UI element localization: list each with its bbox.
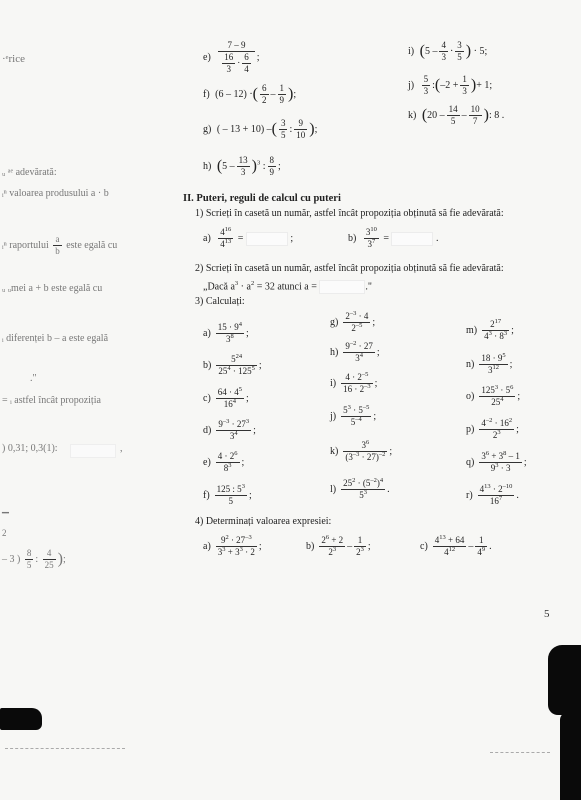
left-fragment-7: = ᵢ astfel încât propoziția <box>2 395 101 406</box>
question-2-statement: „Dacă $a^3 \cdot a^2 = 32$ atunci a = ." <box>203 279 372 293</box>
q3-i: i) $\frac{4 \cdot 2^{-5}}{16 \cdot 2^{-3}}$ ; <box>330 371 378 394</box>
left-mark-1: ▁ <box>2 503 9 513</box>
q3-n: n) $\frac{18 \cdot 9^5}{3^{12}}$ ; <box>466 352 513 375</box>
question-4: 4) Determinați valoarea expresiei: <box>195 516 332 527</box>
question-1a: a) $\frac{4^{16}}{4^{13}}$ = ; <box>203 226 294 249</box>
scan-shadow-left <box>0 708 42 730</box>
left-fragment-3a: ᵢⁿ raportului <box>2 239 49 251</box>
exercise-k: k) (20 – $\frac{14}{5}$ – $\frac{10}{7}$ ): 8 . <box>408 104 505 126</box>
question-1b: b) $\frac{3^{10}}{3^7}$ = . <box>348 226 439 249</box>
q3-c: c) $\frac{64 \cdot 4^5}{16^4}$ ; <box>203 386 249 409</box>
q3-b: b) $\frac{5^{24}}{25^4 \cdot 125^5}$ ; <box>203 353 262 376</box>
scan-shadow-right <box>548 645 581 715</box>
q3-f: f) $\frac{125 : 5^3}{5}$ ; <box>203 483 252 506</box>
fraction-a-over-b: $\frac{a}{b}$ <box>55 234 60 256</box>
left-fragment-8: ) 0,31; 0,3(1): <box>2 443 58 454</box>
scan-line-left <box>5 748 125 749</box>
q4-a: a) $\frac{9^2 \cdot 27^{-3}}{3^3 + 3^3 \cdot 2}$ ; <box>203 534 262 557</box>
exercise-j-label: j) <box>408 79 415 91</box>
exercise-h-label: h) <box>203 160 212 172</box>
q3-h: h) $\frac{9^{-2} \cdot 27}{3^4}$ ; <box>330 340 380 363</box>
exercise-e-label: e) <box>203 51 211 63</box>
q3-r: r) $\frac{4^{13} \cdot 2^{-10}}{16^7}$ . <box>466 483 519 506</box>
q2-mid: = 32 atunci a = <box>254 281 320 293</box>
left-answer-box[interactable] <box>70 444 116 458</box>
exercise-h: h) (5 – $\frac{13}{3}$ )$^3$ : $\frac{8}{9}$ ; <box>203 155 281 177</box>
q3-l: l) $\frac{25^2 \cdot (5^{-2})^4}{5^3}$ . <box>330 477 390 500</box>
q3-g: g) $\frac{2^{-3} \cdot 4}{2^{-5}}$ ; <box>330 310 376 333</box>
q3-d: d) $\frac{9^{-3} \cdot 27^3}{3^4}$ ; <box>203 418 256 441</box>
answer-box-1b[interactable] <box>391 232 433 246</box>
answer-box-1a[interactable] <box>246 232 288 246</box>
q4-c: c) $\frac{4^{13} + 64}{4^{12}}$ – $\frac{1}{4^9}$ . <box>420 534 492 557</box>
exercise-i: i) (5 – $\frac{4}{3}$ · $\frac{3}{5}$ ) · 5; <box>408 40 488 62</box>
left-fragment-10: – 3 ) $\frac{8}{5}$ : $\frac{4}{25}$ ); <box>2 548 66 570</box>
answer-box-2[interactable] <box>319 280 365 294</box>
exercise-f: f) (6 – 12) ·( $\frac{6}{2}$ – $\frac{1}{9}$ ); <box>203 83 297 105</box>
exercise-e: e) 7 – 9 $\frac{16}{3}$ · $\frac{6}{4}$ ; <box>203 40 260 74</box>
q3-e: e) $\frac{4 \cdot 2^6}{8^3}$ ; <box>203 450 245 473</box>
exercise-e-fraction: 7 – 9 $\frac{16}{3}$ · $\frac{6}{4}$ <box>218 40 255 75</box>
left-fragment-3b: este egală cu <box>66 239 118 251</box>
question-1: 1) Scrieți în casetă un număr, astfel încât propoziția obținută să fie adevărată: <box>195 208 504 219</box>
q3-o: o) $\frac{125^3 \cdot 5^6}{25^4}$ ; <box>466 384 521 407</box>
q3-a: a) $\frac{15 \cdot 9^4}{3^8}$ ; <box>203 321 249 344</box>
exercise-f-label: f) <box>203 88 210 100</box>
exercise-g: g) ( – 13 + 10) –( $\frac{3}{5}$ : $\frac{9}{10}$ ); <box>203 118 318 140</box>
left-mark-2: 2 <box>2 528 7 538</box>
q3-k: k) $\frac{3^6}{(3^{-3} \cdot 27)^{-2}}$ ; <box>330 439 393 462</box>
q3-p: p) $\frac{4^{-2} \cdot 16^2}{2^3}$ ; <box>466 417 519 440</box>
question-3: 3) Calculați: <box>195 296 245 307</box>
left-fragment-5: ᵢ diferenței b – a este egală <box>2 333 109 344</box>
q3-j: j) $\frac{5^3 \cdot 5^{-5}}{5^{-4}}$ ; <box>330 404 377 427</box>
left-fragment-4: ᵤ ᵤmei a + b este egală cu <box>2 283 103 294</box>
q2-suffix: ." <box>365 281 372 293</box>
left-fragment-9: , <box>120 443 123 454</box>
left-fragment-2: ᵢⁿ valoarea produsului a · b <box>2 188 109 199</box>
scan-line-right <box>490 752 550 753</box>
left-fragment-3 <box>2 234 117 257</box>
q2-prefix: „Dacă a <box>203 281 235 293</box>
q3-m: m) $\frac{2^{17}}{4^3 \cdot 8^3}$ ; <box>466 318 514 341</box>
scan-shadow-right-lower <box>560 712 581 800</box>
left-heading-fragment: ·ᵉrice <box>2 53 25 65</box>
left-fragment-1: ᵤ ᵃᵉ adevărată: <box>2 167 57 178</box>
section-II-title: II. Puteri, reguli de calcul cu puteri <box>183 193 341 204</box>
left-fragment-6: ." <box>30 373 37 384</box>
exercise-g-label: g) <box>203 123 212 135</box>
question-2: 2) Scrieți în casetă un număr, astfel încât propoziția obținută să fie adevărată: <box>195 263 504 274</box>
q3-q: q) $\frac{3^6 + 3^8 - 1}{9^3 \cdot 3}$ ; <box>466 450 527 473</box>
exercise-i-label: i) <box>408 45 415 57</box>
exercise-k-label: k) <box>408 109 417 121</box>
page-number: 5 <box>544 608 550 620</box>
q4-b: b) $\frac{2^6 + 2}{2^3}$ – $\frac{1}{2^3}$ ; <box>306 534 371 557</box>
exercise-j: j) $\frac{5}{3}$ :(–2 + $\frac{1}{3}$ )+ 1; <box>408 74 493 96</box>
